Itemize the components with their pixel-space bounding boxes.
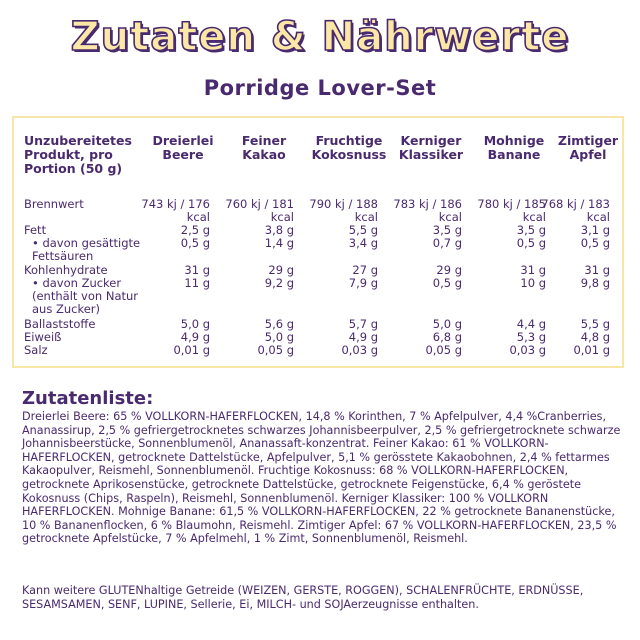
table-cell: 4,9 g — [348, 330, 378, 344]
table-cell: 9,2 g — [264, 276, 294, 290]
table-cell: 0,03 g — [341, 343, 378, 357]
page-subtitle: Porridge Lover-Set — [203, 76, 437, 100]
table-cell: 0,5 g — [580, 236, 610, 250]
table-cell: 31 g — [184, 263, 210, 277]
row-label: Ballaststoffe — [24, 317, 96, 331]
table-cell: 0,05 g — [425, 343, 462, 357]
table-cell: 0,03 g — [509, 343, 546, 357]
row-label: • davon gesättigte Fettsäuren — [32, 236, 141, 263]
row-label: Eiweiß — [24, 330, 62, 344]
table-cell: 3,8 g — [264, 223, 294, 237]
table-cell: 9,8 g — [580, 276, 610, 290]
table-cell: 5,5 g — [580, 317, 610, 331]
table-cell: 0,5 g — [432, 276, 462, 290]
table-cell: 5,7 g — [348, 317, 378, 331]
row-label: • davon Zucker (enthält von Natur aus Zucker) — [32, 276, 139, 316]
table-cell: 1,4 g — [264, 236, 294, 250]
table-cell: 27 g — [352, 263, 378, 277]
table-cell: 0,01 g — [173, 343, 210, 357]
table-cell: 0,01 g — [573, 343, 610, 357]
table-cell: 3,4 g — [348, 236, 378, 250]
table-cell: 760 kj / 181 kcal — [225, 197, 294, 224]
table-cell: 4,9 g — [180, 330, 210, 344]
row-label: Brennwert — [24, 197, 84, 211]
table-cell: 780 kj / 185 kcal — [477, 197, 546, 224]
table-header-first: Unzubereitetes Produkt, pro Portion (50 g) — [24, 133, 132, 176]
row-label: Fett — [24, 223, 47, 237]
column-header: Zimtiger Apfel — [557, 133, 619, 162]
table-cell: 31 g — [520, 263, 546, 277]
table-cell: 743 kj / 176 kcal — [141, 197, 210, 224]
column-header: Mohnige Banane — [483, 133, 545, 162]
table-cell: 5,0 g — [432, 317, 462, 331]
table-cell: 5,0 g — [264, 330, 294, 344]
table-cell: 3,1 g — [580, 223, 610, 237]
table-cell: 29 g — [436, 263, 462, 277]
table-cell: 7,9 g — [348, 276, 378, 290]
table-cell: 5,0 g — [180, 317, 210, 331]
table-cell: 3,5 g — [432, 223, 462, 237]
table-cell: 5,6 g — [264, 317, 294, 331]
ingredients-title: Zutatenliste: — [22, 388, 154, 409]
allergen-notice: Kann weitere GLUTENhaltige Getreide (WEIZEN, GERSTE, ROGGEN), SCHALENFRÜCHTE, ERDNÜSSE, SESAMSAMEN, SENF, LUPINE, Sellerie, Ei, MILCH- und SOJAerzeugnisse enthalten. — [22, 584, 584, 611]
row-label: Salz — [24, 343, 48, 357]
column-header: Kerniger Klassiker — [398, 133, 464, 162]
column-header: Fruchtige Kokosnuss — [311, 133, 387, 162]
table-cell: 0,7 g — [432, 236, 462, 250]
nutrition-table — [12, 116, 624, 368]
ingredients-text: Dreierlei Beere: 65 % VOLLKORN-HAFERFLOCKEN, 14,8 % Korinthen, 7 % Apfelpulver, 4,4 %Cranberries, Ananassirup, 2,5 % gefriergetrocknetes schwarzes Johannisbeerpulver, 2,5 % gefriergetrocknete schwarze Johannisbeerstücke, Sonnenblumenöl, Ananassaft-konzentrat. Feiner Kakao: 61 % VOLLKORN-HAFERFLOCKEN, getrocknete Dattelstücke, Apfelpulver, 5,1 % gerösstete Kakaobohnen, 2,4 % fettarmes Kakaopulver, Reismehl, Sonnenblumenöl. Fruchtige Kokosnuss: 68 % VOLLKORN-HAFERFLOCKEN, getrocknete Aprikosenstücke, getrocknete Dattelstücke, getrocknete Feigenstücke, 6,4 % geröstete Kokosnuss (Chips, Raspeln), Reismehl, Sonnenblumenöl. Kerniger Klassiker: 100 % VOLLKORN HAFERFLOCKEN. Mohnige Banane: 61,5 % VOLLKORN-HAFERFLOCKEN, 22 % getrocknete Bananenstücke, 10 % Bananenflocken, 6 % Blaumohn, Reismehl. Zimtiger Apfel: 67 % VOLLKORN-HAFERFLOCKEN, 23,5 % getrocknete Apfelstücke, 7 % Apfelmehl, 1 % Zimt, Sonnenblumenöl, Reismehl. — [22, 410, 621, 546]
row-label: Kohlenhydrate — [24, 263, 108, 277]
table-cell: 4,4 g — [516, 317, 546, 331]
table-cell: 783 kj / 186 kcal — [393, 197, 462, 224]
table-cell: 6,8 g — [432, 330, 462, 344]
column-header: Dreierlei Beere — [152, 133, 214, 162]
table-cell: 0,5 g — [516, 236, 546, 250]
table-cell: 768 kj / 183 kcal — [541, 197, 610, 224]
table-cell: 0,5 g — [180, 236, 210, 250]
table-cell: 10 g — [520, 276, 546, 290]
table-cell: 31 g — [584, 263, 610, 277]
table-cell: 3,5 g — [516, 223, 546, 237]
table-cell: 790 kj / 188 kcal — [309, 197, 378, 224]
table-cell: 5,3 g — [516, 330, 546, 344]
table-cell: 29 g — [268, 263, 294, 277]
table-cell: 5,5 g — [348, 223, 378, 237]
table-cell: 4,8 g — [580, 330, 610, 344]
table-cell: 2,5 g — [180, 223, 210, 237]
page-title: Zutaten & Nährwerte — [70, 14, 570, 60]
table-cell: 0,05 g — [257, 343, 294, 357]
table-cell: 11 g — [184, 276, 210, 290]
column-header: Feiner Kakao — [241, 133, 287, 162]
